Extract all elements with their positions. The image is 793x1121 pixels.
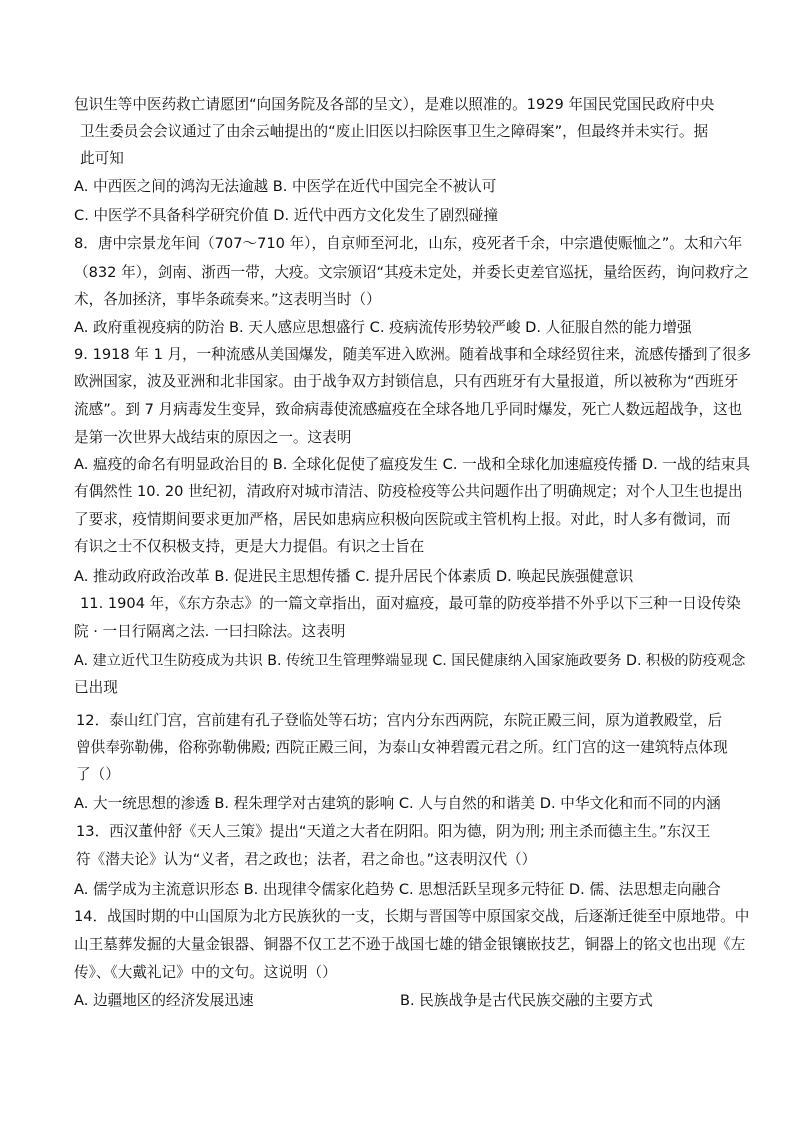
option-line: A. 政府重视疫病的防治 B. 天人感应思想盛行 C. 疫病流传形势较严峻 D. 人征服自然的能力增强	[74, 319, 692, 336]
text-line: 已出现	[74, 679, 118, 696]
text-line: 符《潜夫论》认为“义者，君之政也；法者，君之命也。”这表明汉代（）	[76, 851, 537, 868]
question-13: 13．西汉董仲舒《天人三策》提出“天道之大者在阴阳。阳为德，阴为刑; 刑主杀而德主生。”东汉王	[76, 823, 711, 840]
text-line: 曾供奉弥勒佛，俗称弥勒佛殿; 西院正殿三间，为泰山女神碧霞元君之所。红门宫的这一建筑特点体现	[76, 739, 728, 756]
option-b: B. 民族战争是古代民族交融的主要方式	[400, 992, 653, 1009]
question-10: 有偶然性 10. 20 世纪初，清政府对城市清洁、防疫检疫等公共问题作出了明确规定；对个人卫生也提出	[74, 483, 743, 500]
text-line: 了要求，疫情期间要求更加严格，居民如患病应积极向医院或主管机构上报。对此，时人多有微词，而	[74, 511, 731, 528]
text-line: （832 年），剑南、浙西一带，大疫。文宗颁诏“其疫未定处，并委长吏差官巡抚，量给医药，询问救疗之	[74, 264, 749, 281]
text-line: 术，各加拯济，事毕条疏奏来。”这表明当时（）	[74, 291, 381, 308]
text-line: 有识之士不仅积极支持，更是大力提倡。有识之士旨在	[74, 538, 425, 555]
text-line: 山王墓葬发掘的大量金银器、铜器不仅工艺不逊于战国七雄的错金银镶嵌技艺，铜器上的铭文也出现《左	[74, 936, 746, 953]
text-line: 院 · 一日行隔离之法. 一曰扫除法。这表明	[74, 623, 346, 640]
text-line: 传》、《大戴礼记》中的文句。这说明（）	[74, 964, 337, 981]
question-11: 11. 1904 年，《东方杂志》的一篇文章指出，面对瘟疫，最可靠的防疫举措不外乎以下三种一日设传染	[80, 595, 741, 612]
option-line: C. 中医学不具备科学研究价值 D. 近代中西方文化发生了剧烈碰撞	[74, 207, 499, 224]
option-line: A. 建立近代卫生防疫成为共识 B. 传统卫生管理弊端显现 C. 国民健康纳入国家施政要务 D. 积极的防疫观念	[74, 653, 746, 669]
option-line: A. 中西医之间的鸿沟无法逾越 B. 中医学在近代中国完全不被认可	[74, 178, 497, 195]
question-12: 12．泰山红门宫，宫前建有孔子登临处等石坊；宫内分东西两院，东院正殿三间，原为道教殿堂，后	[76, 712, 723, 729]
option-a: A. 边疆地区的经济发展迅速	[74, 992, 254, 1009]
option-line: A. 瘟疫的命名有明显政治目的 B. 全球化促使了瘟疫发生 C. 一战和全球化加速瘟疫传播 D. 一战的结束具	[74, 456, 750, 473]
option-line: A. 推动政府政治改革 B. 促进民主思想传播 C. 提升居民个体素质 D. 唤起民族强健意识	[74, 568, 634, 585]
question-8: 8．唐中宗景龙年间（707～710 年），自京师至河北，山东，疫死者千余，中宗遣使赈恤之”。太和六年	[74, 235, 743, 252]
question-9: 9. 1918 年 1 月，一种流感从美国爆发，随美军进入欧洲。随着战事和全球经贸往来，流感传播到了很多	[74, 346, 752, 363]
question-14: 14．战国时期的中山国原为北方民族狄的一支，长期与晋国等中原国家交战，后逐渐迁徙至中原地带。中	[74, 908, 750, 925]
text-line: 是第一次世界大战结束的原因之一。这表明	[74, 429, 352, 446]
text-line: 包识生等中医药救亡请愿团“向国务院及各部的呈文），是难以照准的。1929 年国民党国民政府中央	[74, 96, 715, 113]
text-line: 此可知	[80, 150, 124, 167]
text-line: 卫生委员会会议通过了由余云岫提出的“废止旧医以扫除医事卫生之障碍案”，但最终并未实行。据	[80, 123, 709, 140]
option-line	[74, 991, 653, 1011]
option-line: A. 大一统思想的渗透 B. 程朱理学对古建筑的影响 C. 人与自然的和谐美 D. 中华文化和而不同的内涵	[74, 795, 721, 812]
text-line: 流感”。到 7 月病毒发生变异，致命病毒使流感瘟疫在全球各地几乎同时爆发，死亡人数远超战争，这也	[74, 401, 743, 418]
text-line: 了（）	[76, 766, 120, 783]
option-line: A. 儒学成为主流意识形态 B. 出现律令儒家化趋势 C. 思想活跃呈现多元特征 D. 儒、法思想走向融合	[74, 881, 721, 898]
text-line: 欧洲国家，波及亚洲和北非国家。由于战争双方封锁信息，只有西班牙有大量报道，所以被称为“西班牙	[74, 373, 739, 390]
